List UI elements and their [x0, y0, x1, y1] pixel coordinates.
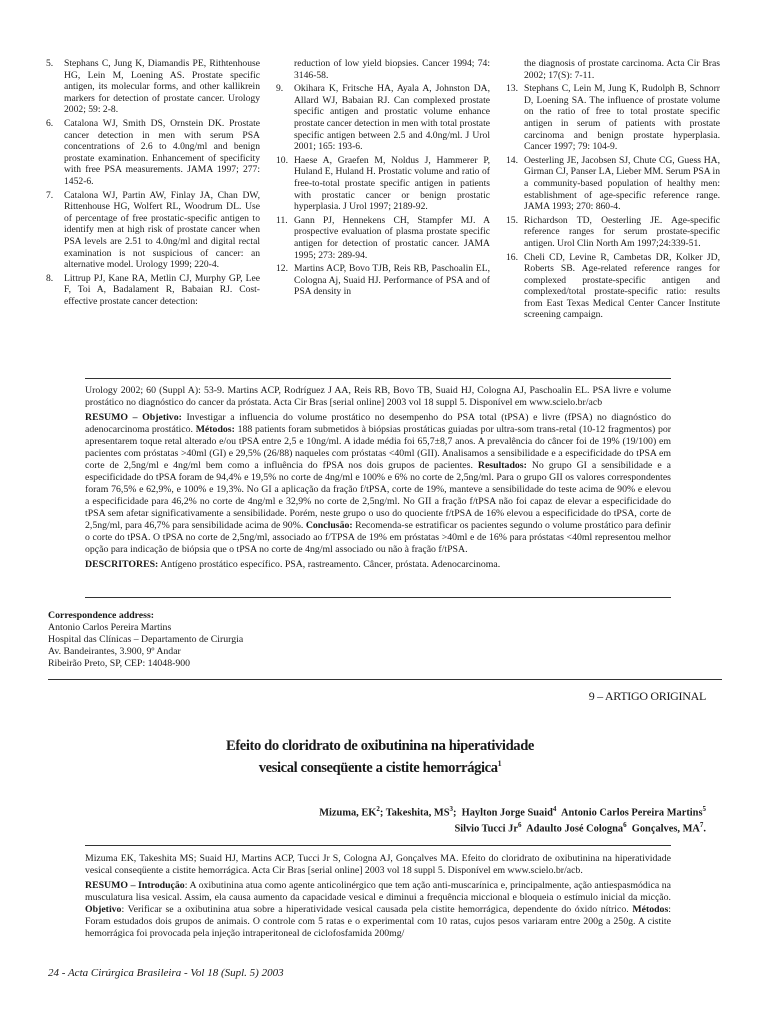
reference-text: Catalona WJ, Partin AW, Finlay JA, Chan DW, Rittenhouse HG, Wolfert RL, Woodrum DL. Use of percentage of free prostatic-specific antigen to identify men at high risk of prostate cancer when PSA levels are 2.51 to 4.0ng/ml and digital rectal examination is not suspicious of cancer: an alternative model. Urology 1999; 220-4. [64, 189, 260, 271]
author-affiliation: 2 [376, 805, 380, 813]
descritores-label: DESCRITORES: [85, 559, 159, 570]
divider [85, 378, 671, 379]
resumo-1 [85, 412, 671, 556]
resumo-text: : Foram estudados dois grupos de animais. O controle com 5 ratas e o experimental com 10 ratas, cujos pesos variaram entre 200g a 250g. A cistite hemorrágica foi provocada pela injeção intraperitoneal de ciclofosfamida 200mg/ [85, 904, 671, 939]
author-name: Haylton Jorge Suaid [461, 807, 553, 819]
reference-item [276, 215, 490, 261]
references-column-3 [506, 58, 720, 323]
authors [186, 803, 706, 836]
descritores-text: Antígeno prostático específico. PSA, rastreamento. Câncer, próstata. Adenocarcinoma. [158, 559, 501, 570]
reference-text: Martins ACP, Bovo TJB, Reis RB, Paschoalin EL, Cologna Aj, Suaid HJ. Performance of PSA and of PSA density in [294, 263, 490, 298]
resumo-text: Recomenda-se estratificar os pacientes segundo o volume prostático para definir o corte do tPSA. O tPSA no corte de 2,5ng/ml, associado ao f/TPSA de 19% em próstatas >40ml e de 16% para próstatas <40ml representou melhor opção para indicação de biópsia que o tPSA no corte de 4ng/ml associado ou não à fração f/tPSA. [85, 520, 671, 555]
reference-number: 11. [276, 214, 288, 226]
reference-text: Stephans C, Jung K, Diamandis PE, Rithtenhouse HG, Lein M, Loening AS. Prostate specific antigen, its molecular forms, and other kallikrein markers for detection of prostate cancer. Urology 2002; 59: 2-8. [64, 58, 260, 116]
reference-text: Richardson TD, Oesterling JE. Age-specific reference ranges for serum prostate-specific antigen. Urol Clin North Am 1997;24:339-51. [524, 214, 720, 249]
author-affiliation: 5 [702, 805, 706, 813]
metodos-label: Métodos [632, 904, 669, 915]
reference-item [276, 58, 490, 81]
resumo-text: No grupo GI a sensibilidade e a especificidade do tPSA foram de 94,4% e 19,5% no corte de 4ng/ml e 100% e 6% no corte de 2,5ng/ml. Para o grupo GII os valores correspondentes foram 76,5% e 62,9%, e 100% e 19,3%. No GI a aplicação da fração f/tPSA, corte de 19%, manteve a sensibilidade do teste acima de 90% e elevou a especificidade para 46,2% no corte de 4ng/ml e 32,9% no corte de 2,5ng/ml. No GII a fração f/tPSA não foi capaz de elevar a especificidade do tPSA sem afetar significativamente a sensibilidade. Porém, neste grupo o uso do quociente f/tPSA de 16% elevou a especificidade do tPSA, corte de 2,5ng/ml, para 46,7% para sensibilidade acima de 90%. [85, 460, 671, 531]
reference-number: 8. [46, 272, 54, 284]
correspondence-name: Antonio Carlos Pereira Martins [48, 622, 172, 633]
resumo-label: RESUMO – Introdução [85, 880, 185, 891]
author-separator: . [703, 823, 706, 835]
reference-text: Catalona WJ, Smith DS, Ornstein DK. Prostate cancer detection in men with serum PSA concentrations of 2.6 to 4.0ng/ml and benign prostate examination. Enhancement of specificity with free PSA measurements. JAMA 1997; 277: 1452-6. [64, 117, 260, 187]
reference-text: the diagnosis of prostate carcinoma. Acta Cir Bras 2002; 17(S): 7-11. [524, 58, 720, 81]
correspondence-street: Av. Bandeirantes, 3.900, 9º Andar [48, 646, 181, 657]
reference-item [46, 190, 260, 271]
metodos-label: Métodos: [195, 424, 235, 435]
references-section [46, 58, 722, 323]
reference-number: 9. [276, 83, 284, 95]
reference-item [506, 58, 720, 81]
descritores [85, 559, 671, 571]
reference-text: Okihara K, Fritsche HA, Ayala A, Johnston DA, Allard WJ, Babaian RJ. Can complexed prostate specific antigen and prostatic volume enhance prostate cancer detection in men with total prostate specific antigen between 2.5 and 4.0ng/ml. J Urol 2001; 165: 193-6. [294, 83, 490, 153]
reference-text: Littrup PJ, Kane RA, Metlin CJ, Murphy GP, Lee F, Toi A, Badalament R, Babaian RJ. Cost-effective prostate cancer detection: [64, 272, 260, 307]
title-line-1: Efeito do cloridrato de oxibutinina na hiperatividade [226, 738, 534, 754]
reference-text: Haese A, Graefen M, Noldus J, Hammerer P, Huland E, Huland H. Prostatic volume and ratio of free-to-total prostate specific antigen in patients with prostatic cancer or benign prostatic hyperplasia. J Urol 1997; 2189-92. [294, 154, 490, 213]
section-heading: 9 – ARTIGO ORIGINAL [588, 689, 706, 703]
correspondence-city: Ribeirão Preto, SP, CEP: 14048-900 [48, 658, 191, 669]
author-name: Mizuma, EK [319, 807, 377, 819]
author-affiliation: 4 [552, 805, 557, 813]
resumo-text: : A oxibutinina atua como agente anticolinérgico que tem ação anti-muscarínica e, principalmente, ação antiespasmódica na musculatura lisa vesical. Assim, ela causa aumento da capacidade vesical e diminui a frequência miccional e bloqueia o estímulo inicial da micção. [85, 880, 671, 903]
references-column-1 [46, 58, 260, 323]
author-name: Gonçalves, MA [631, 823, 700, 835]
authors-line-1 [186, 803, 706, 819]
citation-1: Urology 2002; 60 (Suppl A): 53-9. Martins ACP, Rodríguez J AA, Reis RB, Bovo TB, Suaid HJ, Cologna AJ, Paschoalin EL. PSA livre e volume prostático no diagnóstico do cancer da próstata. Acta Cir Bras [serial online] 2003 vol 18 suppl 5. Disponível em www.scielo.br/acb [85, 385, 671, 408]
reference-item [46, 58, 260, 116]
reference-item [276, 83, 490, 153]
page-footer: 24 - Acta Cirúrgica Brasileira - Vol 18 (Supl. 5) 2003 [48, 967, 284, 979]
title-line-2 [120, 755, 640, 777]
reference-item [506, 252, 720, 322]
author-name: Takeshita, MS [385, 807, 450, 819]
reference-text: Stephans C, Lein M, Jung K, Rudolph B, Schnorr D, Loening SA. The influence of prostate volume on the ratio of free to total prostate specific antigen in serum of patients with prostate carcinoma and benign prostate hyperplasia. Cancer 1997; 79: 104-9. [524, 83, 720, 153]
references-column-2 [276, 58, 490, 323]
resumo-label: RESUMO – Objetivo: [85, 412, 182, 423]
reference-item [276, 155, 490, 213]
reference-item [46, 118, 260, 188]
reference-number: 15. [506, 214, 518, 226]
resumo-text: Investigar a influencia do volume prostático no desempenho do PSA total (tPSA) e livre (fPSA) no diagnóstico do adenocarcinoma prostático. [85, 412, 671, 435]
author-name: Silvio Tucci Jr [454, 823, 518, 835]
reference-item [46, 273, 260, 308]
abstract-block-2 [85, 853, 671, 943]
author-separator: ; [379, 807, 386, 819]
reference-item [506, 155, 720, 213]
author-name: Antonio Carlos Pereira Martins [560, 807, 703, 819]
author-affiliation: 7 [699, 821, 704, 830]
abstract-block-1 [85, 385, 671, 574]
resumo-text: 188 patients foram submetidos à biópsias prostáticas guiadas por ultra-som trans-retal (10-12 fragmentos) por apresentarem toque retal alterado e/ou tPSA entre 2,5 e 10ng/ml. A idade média foi 65,7±8,7 anos. A prevalência do câncer foi de 19% (19/100) em pacientes com próstatas >40ml (GI) e 29,5% (26/88) naqueles com próstatas <40ml (GII). Analisamos a sensibilidade e a especificidade do tPSA em corte de 2,5ng/ml e 4ng/ml bem como a influência do fPSA nos dois grupos de pacientes. [85, 424, 672, 471]
correspondence-hospital: Hospital das Clínicas – Departamento de Cirurgia [48, 634, 244, 645]
reference-number: 14. [506, 154, 518, 166]
title-footnote: 1 [497, 759, 502, 768]
reference-number: 10. [276, 154, 288, 166]
divider [85, 845, 671, 846]
author-separator: ; [452, 807, 462, 819]
correspondence-heading: Correspondence address: [48, 610, 155, 621]
reference-item [506, 83, 720, 153]
resumo-2 [85, 880, 671, 940]
authors-line-2 [186, 819, 706, 835]
author-name: Adaulto José Cologna [526, 823, 624, 835]
divider [48, 679, 722, 680]
conclusao-label: Conclusão: [305, 520, 353, 531]
author-affiliation: 6 [517, 821, 522, 830]
divider [85, 597, 671, 598]
reference-text: Cheli CD, Levine R, Cambetas DR, Kolker JD, Roberts SB. Age-related reference ranges for complexed prostate-specific antigen and complexed/total prostate-specific ratio: results from East Texas Medical Center Cancer Institute screening campaign. [524, 251, 720, 321]
author-affiliation: 6 [623, 821, 627, 830]
title-line-2-text: vesical conseqüente a cistite hemorrágica [258, 759, 498, 776]
reference-number: 13. [506, 83, 518, 95]
reference-text: reduction of low yield biopsies. Cancer 1994; 74: 3146-58. [294, 58, 490, 81]
reference-item [276, 263, 490, 298]
resumo-text: : Verificar se a oxibutinina atua sobre a hiperatividade vesical causada pela cistite hemorrágica, dependente do óxido nítrico. [121, 904, 633, 915]
reference-number: 6. [46, 117, 54, 129]
reference-text: Gann PJ, Hennekens CH, Stampfer MJ. A prospective evaluation of plasma prostate specific antigen for detection of prostatic cancer. JAMA 1995; 273: 289-94. [294, 214, 490, 261]
author-affiliation: 3 [449, 805, 453, 813]
reference-number: 16. [506, 251, 518, 263]
citation-2: Mizuma EK, Takeshita MS; Suaid HJ, Martins ACP, Tucci Jr S, Cologna AJ, Gonçalves MA. Efeito do cloridrato de oxibutinina na hiperatividade vesical conseqüente a cistite hemorrágica. Acta Cir Bras [serial online] 2003 vol 18 suppl 5. Disponível em www.scielo.br/acb. [85, 853, 671, 876]
reference-item [506, 215, 720, 250]
objetivo-label: Objetivo [85, 904, 122, 915]
reference-text: Oesterling JE, Jacobsen SJ, Chute CG, Guess HA, Girman CJ, Panser LA, Lieber MM. Serum PSA in a community-based population of healthy men: establishment of age-specific reference range. JAMA 1993; 270: 860-4. [524, 154, 720, 213]
correspondence-address [48, 610, 243, 670]
reference-number: 12. [276, 263, 288, 275]
reference-number: 5. [46, 58, 54, 69]
resultados-label: Resultados: [477, 460, 527, 471]
reference-number: 7. [46, 189, 54, 201]
article-title [120, 737, 640, 777]
